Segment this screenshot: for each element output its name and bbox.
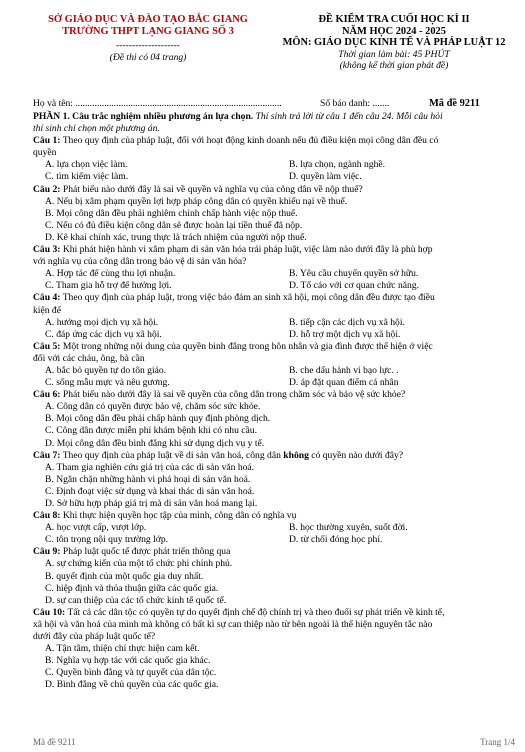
page-footer [33, 736, 515, 748]
options-row [33, 534, 515, 546]
answer-option: D. quyền làm việc. [289, 171, 362, 183]
answer-option: A. lựa chọn việc làm. [45, 159, 128, 171]
answer-option: B. học thường xuyên, suốt đời. [289, 522, 408, 534]
answer-option: C. Tham gia hỗ trợ để hưởng lợi. [45, 280, 172, 292]
answer-option: A. Hợp tác để cùng thu lợi nhuận. [45, 268, 176, 280]
answer-option: A. Tham gia nghiên cứu giá trị của các di sản văn hoá. [45, 461, 255, 473]
part-title: PHẦN 1. Câu trắc nghiệm nhiều phương án lựa chọn. [33, 111, 254, 122]
question-10 [33, 607, 515, 692]
options-row [33, 280, 515, 292]
time-note: (không kể thời gian phát đề) [339, 60, 449, 72]
answer-option: C. Định đoạt việc sử dụng và khai thác di sản văn hoá. [45, 485, 255, 497]
question-text: Theo quy định của pháp luật, trong việc bảo đảm an sinh xã hội, mọi công dân đều được tạo điều [62, 292, 435, 304]
answer-option: D. Mọi công dân đều bình đẳng khi sử dụng dịch vụ y tế. [45, 437, 265, 449]
options-row [33, 329, 515, 341]
header-left [24, 14, 272, 64]
question-text: xã hội và văn hoá của mình mà không có bất kì sự can thiệp nào từ bên ngoài là thể hiện nguyên tắc nào [33, 618, 433, 630]
question-text: Khi thực hiện quyền học tập của mình, công dân có nghĩa vụ [62, 510, 297, 522]
question-stem-line [33, 510, 515, 522]
answer-option: C. tìm kiếm việc làm. [45, 171, 129, 183]
question-1 [33, 135, 515, 183]
answer-option: C. hiệp định và thỏa thuận giữa các quốc gia. [45, 582, 219, 594]
answer-option: B. Nghĩa vụ hợp tác với các quốc gia khác. [45, 655, 211, 667]
question-stem-line [33, 389, 515, 401]
question-8 [33, 510, 515, 546]
question-stem-line [33, 341, 515, 353]
question-number: Câu 4: [33, 292, 61, 304]
answer-option: C. Nếu có đủ điều kiện công dân sẽ được hoàn lại tiền thuế đã nộp. [45, 219, 303, 231]
answer-option: D. hỗ trợ một dịch vụ xã hội. [289, 328, 401, 340]
options-row [33, 317, 515, 329]
options-row [33, 171, 515, 183]
question-text: với nghĩa vụ của công dân trong bảo vệ di sản văn hóa? [33, 256, 247, 268]
answer-option: D. Sở hữu hợp pháp giá trị mà di sản văn hoá mang lại. [45, 498, 258, 509]
answer-option: B. Ngăn chặn những hành vi phá hoại di sản văn hoá. [45, 473, 251, 485]
answer-option: B. lựa chọn, ngành nghề. [289, 159, 386, 171]
exam-title: ĐỀ KIỂM TRA CUỐI HỌC KÌ II [318, 14, 470, 25]
question-text: Pháp luật quốc tế được phát triển thông qua [62, 546, 231, 558]
options-row [33, 159, 515, 171]
answer-option: B. quyết định của một quốc gia duy nhất. [45, 570, 204, 582]
question-stem-line [33, 292, 515, 304]
answer-option: A. Công dân có quyền được bảo vệ, chăm sóc sức khỏe. [45, 401, 261, 413]
answer-option: D. từ chối đóng học phí. [289, 534, 383, 546]
question-emphasis: không [283, 449, 309, 461]
student-name-field: Họ và tên: ...................................................................................... [33, 98, 282, 109]
question-stem-line [33, 546, 515, 558]
answer-option: A. Nếu bị xâm phạm quyền lợi hợp pháp công dân có quyền khiếu nại về thuế. [45, 195, 348, 207]
footer-exam-code: Mã đề 9211 [33, 737, 76, 747]
question-text: có quyền nào dưới đây? [308, 449, 404, 461]
question-text: kiện để [33, 304, 61, 316]
question-stem-line [33, 353, 515, 365]
question-stem-line [33, 607, 515, 619]
header-right [268, 14, 520, 72]
question-number: Câu 1: [33, 135, 61, 147]
answer-option: C. Công dân được miễn phí khám bệnh khi có nhu cầu. [45, 425, 257, 437]
question-stem-line [33, 135, 515, 147]
question-text: Tất cả các dân tộc có quyền tự do quyết định chế độ chính trị và theo đuổi sự phát triển về kinh tế, [67, 606, 445, 618]
question-4 [33, 292, 515, 340]
options-row [33, 377, 515, 389]
exam-code: Mã đề 9211 [429, 98, 480, 109]
answer-option: D. Kê khai chính xác, trung thực là trách nhiệm của người nộp thuế. [45, 231, 307, 243]
questions-area [33, 111, 515, 692]
answer-option: A. bắc bỏ quyền tự do tôn giáo. [45, 364, 167, 376]
answer-option: B. tiếp cận các dịch vụ xã hội. [289, 316, 405, 328]
department-name: SỞ GIÁO DỤC VÀ ĐÀO TẠO BẮC GIANG [48, 14, 248, 25]
part-heading [33, 111, 515, 123]
question-number: Câu 3: [33, 244, 61, 256]
page-number: Trang 1/4 [480, 737, 515, 747]
answer-option: D. áp đặt quan điểm cá nhân [289, 377, 399, 389]
answer-option: C. Quyền bình đẳng và tự quyết của dân tộc. [45, 667, 217, 679]
question-number: Câu 5: [33, 340, 61, 352]
answer-option: B. Mọi công dân đều phải nghiêm chỉnh chấp hành việc nộp thuế. [45, 207, 298, 219]
question-stem-line [33, 619, 515, 631]
answer-option: C. tôn trọng nội quy trường lớp. [45, 534, 169, 546]
question-stem-line [33, 244, 515, 256]
student-id-field: Số báo danh: ....... [320, 98, 390, 109]
answer-option: C. đáp ứng các dịch vụ xã hội. [45, 328, 162, 340]
question-text: đối với các cháu, ông, bà cần [33, 352, 145, 364]
subject-title: MÔN: GIÁO DỤC KINH TẾ VÀ PHÁP LUẬT 12 [282, 37, 506, 49]
question-2 [33, 184, 515, 244]
question-stem-line [33, 450, 515, 462]
question-number: Câu 7: [33, 449, 61, 461]
question-number: Câu 6: [33, 389, 61, 401]
answer-option: D. Bình đẳng về chủ quyền của các quốc gia. [45, 679, 219, 691]
options-row [33, 268, 515, 280]
answer-option: A. học vượt cấp, vượt lớp. [45, 522, 147, 534]
answer-option: D. sự can thiệp của các tổ chức kinh tế quốc tế. [45, 594, 227, 606]
answer-option: B. Mọi công dân đều phải chấp hành quy định phòng dịch. [45, 413, 271, 425]
question-6 [33, 389, 515, 449]
pages-note: (Đề thi có 04 trang) [109, 52, 187, 64]
question-number: Câu 10: [33, 606, 66, 618]
question-text: Phát biểu nào dưới đây là sai về quyền của công dân trong chăm sóc và bảo vệ sức khỏe? [62, 389, 406, 401]
question-stem-line [33, 305, 515, 317]
part-instruction: Thí sinh trả lời từ câu 1 đến câu 24. Mỗi câu hỏi [253, 111, 443, 122]
question-number: Câu 9: [33, 546, 61, 558]
question-number: Câu 8: [33, 510, 61, 522]
answer-option: D. Tố cáo với cơ quan chức năng. [289, 280, 419, 292]
question-number: Câu 2: [33, 183, 61, 195]
question-text: dưới đây của pháp luật quốc tế? [33, 631, 156, 643]
question-stem-line [33, 631, 515, 643]
question-text: Theo quy định của pháp luật về di sản văn hoá, công dân [62, 449, 284, 461]
question-9 [33, 546, 515, 606]
options-row [33, 522, 515, 534]
question-text: Theo quy định của pháp luật, đối với hoạt động kinh doanh nếu đủ điều kiện mọi công dân đều có [62, 135, 439, 147]
question-text: Một trong những nội dung của quyền bình đẳng trong hôn nhân và gia đình được thể hiện ở việc [62, 340, 433, 352]
options-row [33, 365, 515, 377]
question-5 [33, 341, 515, 389]
answer-option: A. sự chứng kiến của một tổ chức phi chính phủ. [45, 558, 233, 570]
question-3 [33, 244, 515, 292]
answer-option: C. sống mẫu mực và nêu gương. [45, 377, 170, 389]
part-instruction-cont: thí sinh chỉ chọn một phương án. [33, 123, 160, 135]
school-year: NĂM HỌC 2024 - 2025 [342, 25, 446, 37]
answer-option: B. Yêu cầu chuyển quyền sở hữu. [289, 268, 419, 280]
answer-option: A. hưởng mọi dịch vụ xã hội. [45, 316, 159, 328]
question-stem-line [33, 147, 515, 159]
time-limit: Thời gian làm bài: 45 PHÚT [338, 48, 450, 60]
question-text: Phát biểu nào dưới đây là sai về quyền và nghĩa vụ của công dân về nộp thuế? [62, 183, 363, 195]
question-text: Khi phát hiện hành vi xâm phạm di sản văn hóa trái pháp luật, việc làm nào dưới đây là phù hợp [62, 244, 433, 256]
school-name: TRƯỜNG THPT LẠNG GIANG SỐ 3 [62, 25, 234, 37]
question-stem-line [33, 256, 515, 268]
student-info-row [33, 98, 513, 110]
question-text: quyền [33, 147, 57, 159]
question-7 [33, 450, 515, 510]
answer-option: B. che dấu hành vi bạo lực. . [289, 364, 399, 376]
answer-option: A. Tận tâm, thiện chí thực hiện cam kết. [45, 643, 200, 655]
divider-dashes: -------------------- [116, 40, 180, 52]
question-stem-line [33, 184, 515, 196]
